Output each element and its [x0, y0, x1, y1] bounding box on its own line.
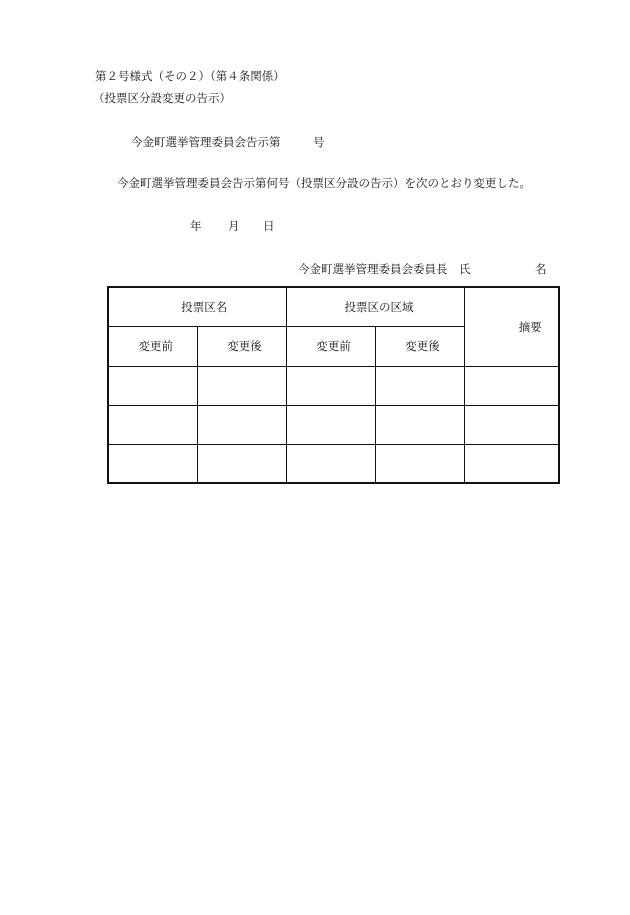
table-cell[interactable] [286, 405, 375, 444]
table-row [108, 366, 559, 405]
table-cell[interactable] [197, 405, 286, 444]
subheader-area-before: 変更前 [286, 326, 375, 366]
notice-heading: 今金町選挙管理委員会告示第 [131, 135, 281, 149]
table-cell[interactable] [197, 444, 286, 483]
date-day: 日 [263, 219, 275, 233]
header-remarks: 摘要 [464, 287, 559, 366]
notice-number-suffix: 号 [313, 135, 325, 149]
table-cell[interactable] [286, 444, 375, 483]
subheader-name-before: 変更前 [108, 326, 197, 366]
table-cell[interactable] [464, 366, 559, 405]
table-header-row-1 [108, 287, 559, 326]
table-cell[interactable] [197, 366, 286, 405]
table-row [108, 405, 559, 444]
district-change-table [107, 286, 560, 484]
table-cell[interactable] [108, 366, 197, 405]
table-cell[interactable] [375, 366, 464, 405]
header-district-area: 投票区の区域 [286, 287, 464, 326]
header-district-name: 投票区名 [108, 287, 286, 326]
table-cell[interactable] [375, 444, 464, 483]
table-cell[interactable] [464, 405, 559, 444]
signatory-name-label: 名 [535, 262, 547, 276]
subheader-area-after: 変更後 [375, 326, 464, 366]
table-cell[interactable] [464, 444, 559, 483]
form-subtitle: （投票区分設変更の告示） [93, 91, 231, 105]
notice-body: 今金町選挙管理委員会告示第何号（投票区分設の告示）を次のとおり変更した。 [117, 176, 531, 190]
table-cell[interactable] [286, 366, 375, 405]
form-number: 第２号様式（その２）（第４条関係） [95, 69, 285, 83]
table-cell[interactable] [108, 405, 197, 444]
table-cell[interactable] [375, 405, 464, 444]
table-cell[interactable] [108, 444, 197, 483]
subheader-name-after: 変更後 [197, 326, 286, 366]
date-month: 月 [228, 219, 240, 233]
date-year: 年 [190, 219, 202, 233]
table-row [108, 444, 559, 483]
signatory-title: 今金町選挙管理委員会委員長 氏 [298, 262, 471, 276]
